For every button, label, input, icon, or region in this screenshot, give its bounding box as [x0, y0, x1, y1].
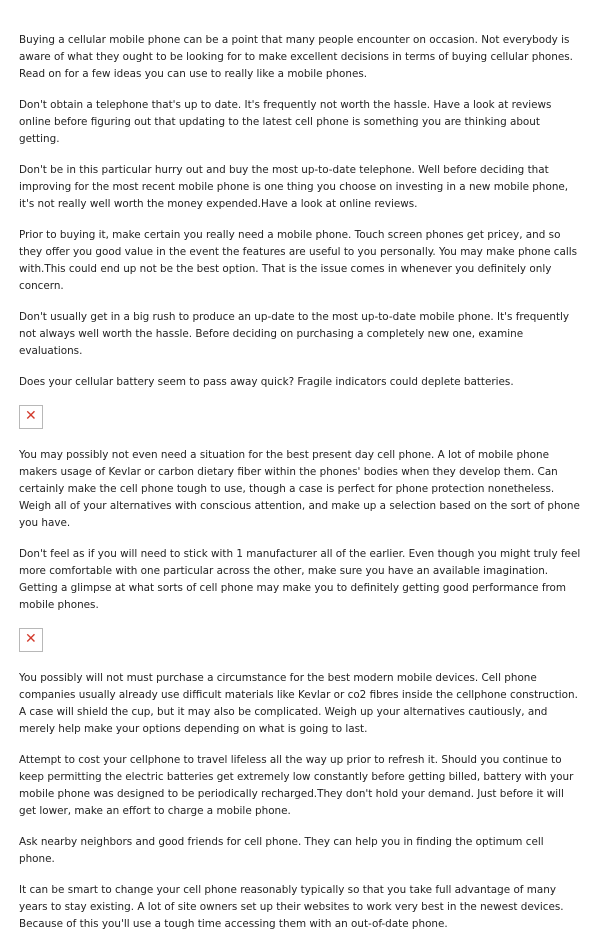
- paragraph-7: You may possibly not even need a situation for the best present day cell phone. A lot of mobile phone makers usage of Kevlar or carbon dietary fiber within the phones' bodies when they develop them. Can certainly make the cell phone tough to use, though a case is perfect for phone protection nonetheless. Weigh all of your alternatives with conscious attention, and make up a selection based on the sort of phone you have.: [19, 449, 580, 529]
- paragraph-12: It can be smart to change your cell phone reasonably typically so that you take full advantage of many years to stay existing. A lot of site owners set up their websites to work very best in the newest devices. Because of this you'll use a tough time accessing them with an out-of-date phone.: [19, 884, 564, 930]
- paragraph-9: You possibly will not must purchase a circumstance for the best modern mobile devices. Cell phone companies usually already use difficult materials like Kevlar or co2 fibres inside the cellphone construction. A case will shield the cup, but it may also be complicated. Weigh up your alternatives cautiously, and merely help make your options depending on what is going to last.: [19, 672, 578, 735]
- paragraph-11: Ask nearby neighbors and good friends for cell phone. They can help you in finding the optimum cell phone.: [19, 836, 544, 865]
- broken-image-icon: [19, 405, 43, 429]
- paragraph-6: Does your cellular battery seem to pass away quick? Fragile indicators could deplete batteries.: [19, 376, 514, 388]
- broken-image-x-icon: ✕: [25, 631, 37, 647]
- broken-image-icon: [19, 628, 43, 652]
- broken-image-x-icon: ✕: [25, 408, 37, 424]
- paragraph-8: Don't feel as if you will need to stick with 1 manufacturer all of the earlier. Even though you might truly feel more comfortable with one particular across the other, make sure you have an available imagination. Getting a glimpse at what sorts of cell phone may make you to definitely getting good performance from mobile phones.: [19, 548, 581, 611]
- paragraph-1: Buying a cellular mobile phone can be a point that many people encounter on occasion. Not everybody is aware of what they ought to be looking for to make excellent decisions in terms of buying cellular phones. Read on for a few ideas you can use to really like a mobile phones.: [19, 34, 573, 80]
- paragraph-2: Don't obtain a telephone that's up to date. It's frequently not worth the hassle. Have a look at reviews online before figuring out that updating to the latest cell phone is something you are thinking about getting.: [19, 99, 552, 145]
- paragraph-5: Don't usually get in a big rush to produce an up-date to the most up-to-date mobile phone. It's frequently not always well worth the hassle. Before deciding on purchasing a completely new one, examine evaluations.: [19, 311, 570, 357]
- paragraph-3: Don't be in this particular hurry out and buy the most up-to-date telephone. Well before deciding that improving for the most recent mobile phone is one thing you choose on investing in a new mobile phone, it's not really well worth the money expended.Have a look at online reviews.: [19, 164, 569, 210]
- paragraph-4: Prior to buying it, make certain you really need a mobile phone. Touch screen phones get pricey, and so they offer you good value in the event the features are useful to you personally. You may make phone calls with.This could end up not be the best option. That is the issue comes in whenever you definitely only concern.: [19, 229, 578, 292]
- paragraph-10: Attempt to cost your cellphone to travel lifeless all the way up prior to refresh it. Should you continue to keep permitting the electric batteries get extremely low constantly before getting billed, battery with your mobile phone was designed to be periodically recharged.They don't hold your demand. Just before it will get lower, make an effort to charge a mobile phone.: [19, 754, 574, 817]
